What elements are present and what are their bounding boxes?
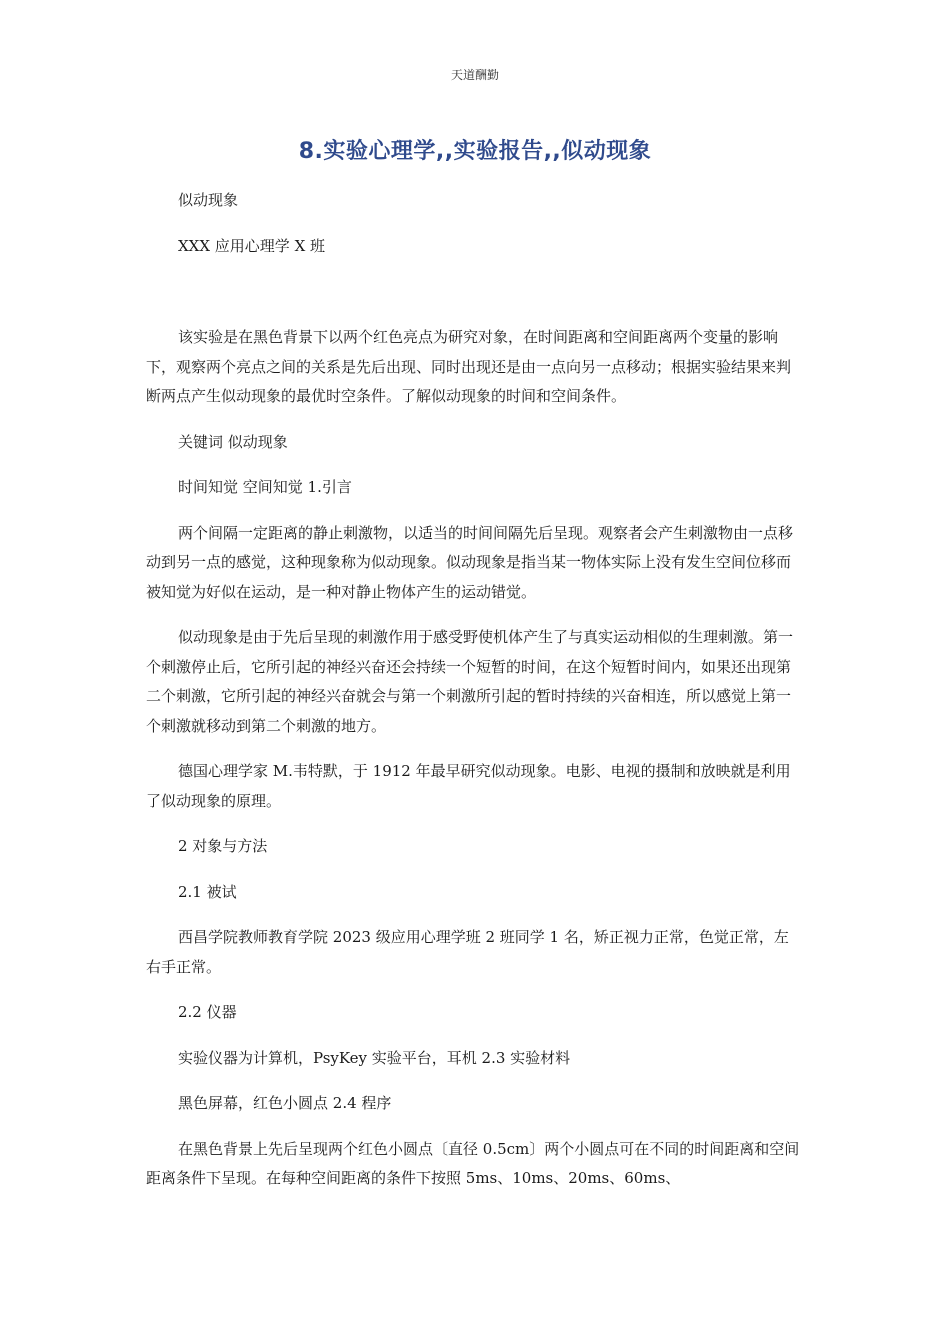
subtitle: 似动现象 (178, 191, 239, 209)
page-header: 天道酬勤 (450, 68, 499, 82)
body-paragraph: 黑色屏幕，红色小圆点 2.4 程序 (178, 1094, 392, 1112)
subsection-heading: 2.2 仪器 (178, 1003, 237, 1021)
document-body (146, 186, 802, 1194)
subsection-heading: 2.1 被试 (178, 882, 237, 901)
body-paragraph: 西昌学院教师教育学院 2023 级应用心理学班 2 班同学 1 名，矫正视力正常，色觉正常，左右手正常。 (146, 928, 789, 976)
abstract-paragraph: 该实验是在黑色背景下以两个红色亮点为研究对象，在时间距离和空间距离两个变量的影响下，观察两个亮点之间的关系是先后出现、同时出现还是由一点向另一点移动；根据实验结果来判断两点产生似动现象的最优时空条件。了解似动现象的时间和空间条件。 (146, 328, 792, 405)
author-line: XXX 应用心理学 X 班 (178, 236, 326, 255)
keywords-line: 关键词 似动现象 (178, 432, 288, 451)
body-paragraph: 在黑色背景上先后呈现两个红色小圆点〔直径 0.5cm〕两个小圆点可在不同的时间距离和空间距离条件下呈现。在每种空间距离的条件下按照 5ms、10ms、20ms、60ms、 (146, 1139, 800, 1187)
body-paragraph: 似动现象是由于先后呈现的刺激作用于感受野使机体产生了与真实运动相似的生理刺激。第一个刺激停止后，它所引起的神经兴奋还会持续一个短暂的时间，在这个短暂时间内，如果还出现第二个刺激，它所引起的神经兴奋就会与第一个刺激所引起的暂时持续的兴奋相连，所以感觉上第一个刺激就移动到第二个刺激的地方。 (146, 628, 794, 735)
section-heading: 2 对象与方法 (178, 837, 268, 855)
body-paragraph: 德国心理学家 M.韦特默，于 1912 年最早研究似动现象。电影、电视的摄制和放映就是利用了似动现象的原理。 (146, 762, 791, 810)
body-paragraph: 实验仪器为计算机，PsyKey 实验平台，耳机 2.3 实验材料 (178, 1048, 571, 1067)
keywords-continued: 时间知觉 空间知觉 1.引言 (178, 478, 352, 496)
document-title: 8.实验心理学,,实验报告,,似动现象 (298, 139, 652, 164)
body-paragraph: 两个间隔一定距离的静止刺激物，以适当的时间间隔先后呈现。观察者会产生刺激物由一点移动到另一点的感觉，这种现象称为似动现象。似动现象是指当某一物体实际上没有发生空间位移而被知觉为好似在运动，是一种对静止物体产生的运动错觉。 (146, 523, 794, 601)
